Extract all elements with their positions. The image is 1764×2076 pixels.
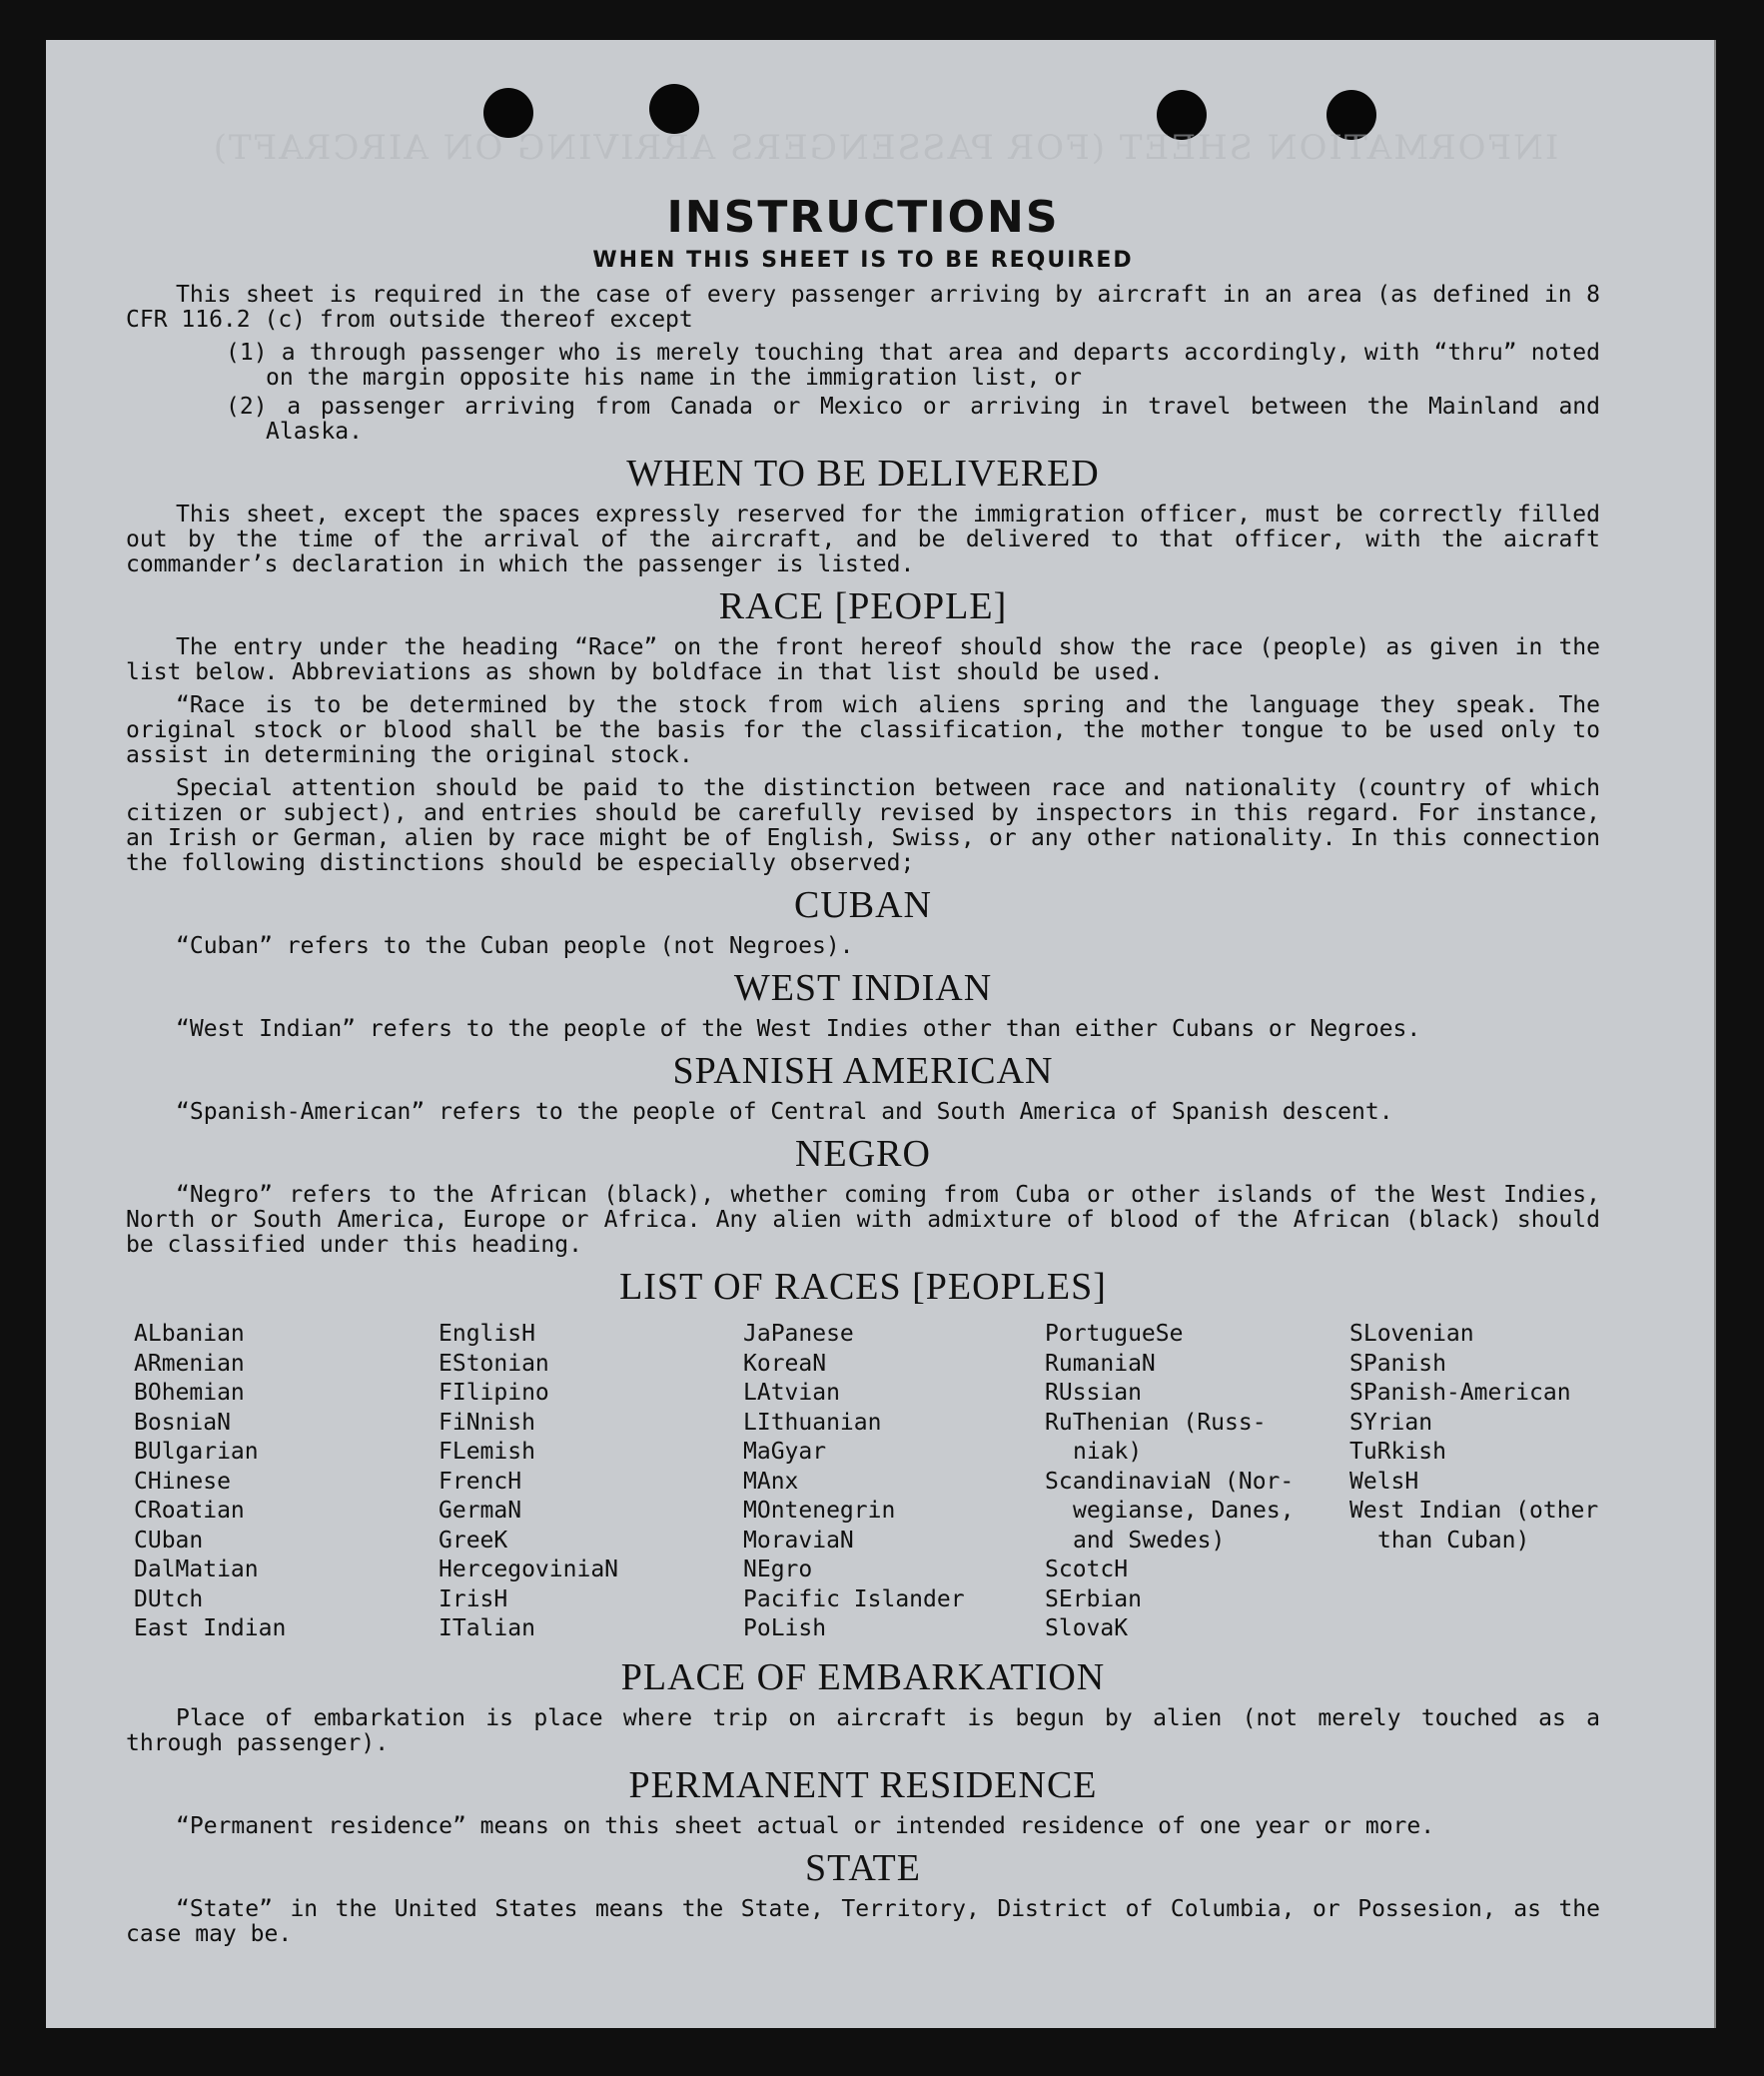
races-column [1045, 1320, 1349, 1644]
cuban-paragraph: “Cuban” refers to the Cuban people (not Negroes). [176, 933, 854, 959]
race-entry: MOntenegrin [743, 1498, 896, 1524]
races-column [134, 1320, 439, 1644]
race-entry: FLemish [439, 1439, 535, 1465]
race-entry: niak) [1073, 1439, 1143, 1465]
embarkation-paragraph: Place of embarkation is place where trip on aircraft is begun by alien (not merely touched as a through passenger). [126, 1704, 1600, 1756]
race-entry: than Cuban) [1377, 1527, 1530, 1554]
exception-item: (2) a passenger arriving from Canada or Mexico or arriving in travel between the Mainland and Alaska. [226, 394, 1600, 445]
section-heading-cuban: CUBAN [793, 884, 933, 926]
race-paragraph: Special attention should be paid to the distinction between race and nationality (country of which citizen or subject), and entries should be carefully revised by inspectors in this regard. For instance, an Irish or German, alien by race might be of English, Swiss, or any other nationality. In this connection the following distinctions should be especially observed; [126, 775, 1600, 876]
races-column [743, 1320, 1045, 1644]
race-entry: West Indian (other [1349, 1498, 1599, 1524]
race-entry: BOhemian [134, 1380, 245, 1406]
race-entry: CUban [134, 1527, 204, 1554]
race-entry: LIthuanian [743, 1409, 882, 1436]
race-entry: ITalian [439, 1615, 535, 1641]
section-heading-west-indian: WEST INDIAN [733, 967, 993, 1009]
race-entry: SYrian [1349, 1409, 1433, 1436]
race-entry: MAnx [743, 1468, 799, 1495]
race-entry: FiNnish [439, 1409, 535, 1436]
race-entry: Pacific Islander [743, 1585, 965, 1612]
race-entry: RuThenian (Russ- [1045, 1409, 1267, 1436]
page-title: INSTRUCTIONS [666, 192, 1060, 243]
race-entry: IrisH [439, 1585, 508, 1612]
race-entry: ScotcH [1045, 1557, 1129, 1582]
bleed-through-text: INFORMATION SHEET (FOR PASSENGERS ARRIVING ON AIRCRAFT) [211, 128, 1559, 168]
race-entry: SPanish [1349, 1350, 1446, 1377]
section-heading-delivered: WHEN TO BE DELIVERED [626, 453, 1100, 495]
instructions-body [126, 150, 1600, 1955]
race-entry: CHinese [134, 1468, 231, 1495]
race-entry: wegianse, Danes, [1073, 1498, 1295, 1524]
race-entry: LAtvian [743, 1380, 840, 1406]
race-entry: ARmenian [134, 1350, 245, 1377]
race-paragraph: The entry under the heading “Race” on the front hereof should show the race (people) as given in the list below. Abbreviations as shown by boldface in that list should be used. [126, 634, 1600, 685]
race-entry: JaPanese [743, 1321, 854, 1347]
race-entry: NEgro [743, 1557, 813, 1582]
races-column [1349, 1320, 1609, 1644]
race-entry: PortugueSe [1045, 1321, 1184, 1347]
race-entry: DalMatian [134, 1557, 259, 1582]
spanish-american-paragraph: “Spanish-American” refers to the people of Central and South America of Spanish descent. [176, 1099, 1393, 1125]
west-indian-paragraph: “West Indian” refers to the people of the West Indies other than either Cubans or Negroes. [176, 1016, 1421, 1042]
delivered-paragraph: This sheet, except the spaces expressly reserved for the immigration officer, must be correctly filled out by the time of the arrival of the aircraft, and be delivered to that officer, with the aicraft commander’s declaration in which the passenger is listed. [126, 502, 1600, 577]
race-entry: EnglisH [439, 1321, 535, 1347]
section-heading-negro: NEGRO [795, 1133, 931, 1175]
race-entry: PoLish [743, 1615, 827, 1641]
race-entry: FIlipino [439, 1380, 549, 1406]
exception-item: (1) a through passenger who is merely touching that area and departs accordingly, with “thru” noted on the margin opposite his name in the immigration list, or [226, 340, 1600, 391]
race-entry: DUtch [134, 1585, 204, 1612]
races-list [134, 1320, 1600, 1644]
section-heading-state: STATE [805, 1846, 921, 1889]
race-entry: GreeK [439, 1527, 508, 1554]
race-entry: KoreaN [743, 1350, 827, 1377]
race-entry: MaGyar [743, 1439, 827, 1465]
intro-paragraph: This sheet is required in the case of every passenger arriving by aircraft in an area (as defined in 8 CFR 116.2 (c) from outside thereof except [126, 282, 1600, 333]
race-entry: GermaN [439, 1498, 522, 1524]
race-entry: RUssian [1045, 1380, 1142, 1406]
section-heading-spanish-american: SPANISH AMERICAN [672, 1050, 1054, 1092]
race-entry: SErbian [1045, 1585, 1142, 1612]
race-entry: and Swedes) [1073, 1527, 1226, 1554]
race-entry: East Indian [134, 1615, 287, 1641]
negro-paragraph: “Negro” refers to the African (black), whether coming from Cuba or other islands of the West Indies, North or South America, Europe or Africa. Any alien with admixture of blood of the African (black) should be classified under this heading. [126, 1182, 1600, 1258]
race-entry: BUlgarian [134, 1439, 259, 1465]
race-entry: WelsH [1349, 1468, 1419, 1495]
races-column [439, 1320, 743, 1644]
race-entry: RumaniaN [1045, 1350, 1156, 1377]
race-entry: HercegoviniaN [439, 1557, 619, 1582]
race-entry: SlovaK [1045, 1615, 1129, 1641]
race-entry: FrencH [439, 1468, 522, 1495]
punch-hole [649, 84, 699, 134]
race-entry: SLovenian [1349, 1321, 1474, 1347]
section-heading-list: LIST OF RACES [PEOPLES] [619, 1266, 1107, 1308]
section-heading-embarkation: PLACE OF EMBARKATION [620, 1655, 1106, 1698]
section-heading-residence: PERMANENT RESIDENCE [628, 1763, 1098, 1806]
document-page [46, 40, 1716, 2028]
race-entry: ScandinaviaN (Nor- [1045, 1468, 1295, 1495]
race-entry: EStonian [439, 1350, 549, 1377]
race-entry: ALbanian [134, 1321, 245, 1347]
race-entry: TuRkish [1349, 1439, 1446, 1465]
race-entry: SPanish-American [1349, 1380, 1571, 1406]
residence-paragraph: “Permanent residence” means on this sheet actual or intended residence of one year or more. [176, 1812, 1435, 1839]
race-entry: MoraviaN [743, 1527, 854, 1554]
section-heading-race: RACE [PEOPLE] [718, 585, 1008, 627]
race-entry: BosniaN [134, 1409, 231, 1436]
race-entry: CRoatian [134, 1498, 245, 1524]
state-paragraph: “State” in the United States means the State, Territory, District of Columbia, or Possesion, as the case may be. [126, 1895, 1600, 1947]
page-subtitle: WHEN THIS SHEET IS TO BE REQUIRED [592, 248, 1134, 273]
race-paragraph: “Race is to be determined by the stock from wich aliens spring and the language they speak. The original stock or blood shall be the basis for the classification, the mother tongue to be used only to assist in determining the original stock. [126, 692, 1600, 768]
